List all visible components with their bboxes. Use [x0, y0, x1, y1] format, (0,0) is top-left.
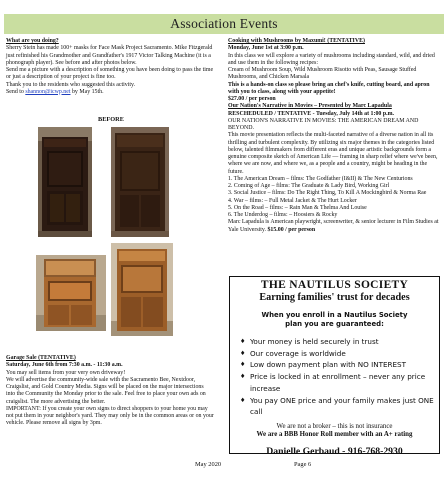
cooking-body: In this class we will explore a variety of mushrooms including standard, wild, and dried and use them in the following recipes:: [228, 52, 435, 66]
ad-subtitle: Earning families' trust for decades: [259, 292, 410, 303]
before-photo-2: [111, 127, 169, 237]
section-header-band: [4, 14, 444, 34]
garage-sale-sell: You may sell items from your very own driveway!: [6, 369, 126, 376]
narrative-item: 6. The Underdog – films: – Hoosiers & Rocky: [228, 212, 338, 218]
ad-guarantee-intro: When you enroll in a Nautilus Society plan you are guaranteed:: [261, 311, 408, 328]
masks-body: Sherry Stein has made 100+ masks for Face Mask Project Sacramento. Mike Fitzgerald just refinished his Grandmother and Grandfather's 1917 Victor Talking Machine (it is a phonograph player). See before and after photos below.: [6, 45, 213, 66]
garage-sale-body: We will advertise the community-wide sale with the Sacramento Bee, Nextdoor, Craigslist, and Gold Country Media. Signs will be placed on the major intersections into the Community the Monday prior to the sale. Feel free to place your own ads on craigslist. The more advertising the better.: [6, 376, 206, 405]
garage-sale-when: Saturday, June 6th from 7:30 a.m. - 11:30 a.m.: [6, 362, 123, 369]
narrative-heading: Our Nation's Narrative in Movies – Presented by Marc Lapadula: [228, 103, 392, 110]
ad-benefits-list: [240, 336, 439, 418]
narrative-subtitle: OUR NATION'S NARRATIVE IN MOVIES: THE AMERICAN DREAM AND BEYOND.: [228, 117, 419, 131]
narrative-body: This movie presentation reflects the multi-faceted narrative of a diverse nation in all its thrilling and turbulent complexity. By utilizing six major themes in the categories listed below, talented filmmakers from different eras and unique artistic backgrounds form a genuine composite sketch of American Life — framing in sharp relief where we've been, where we are now, and where we, as a people and a country, might be heading in the future.: [228, 132, 438, 175]
before-photo: [38, 127, 92, 237]
narrative-bio: Marc Lapadula is American playwright, screenwriter, & senior lecturer in Film Studies at Yale University. $15.00 / per person: [228, 219, 439, 233]
right-column: [228, 38, 442, 234]
left-column: [6, 38, 214, 96]
narrative-item: 1. The American Dream – films: The Godfather (I&II) & The New Centurions: [228, 175, 413, 182]
section-title: Association Events: [170, 16, 278, 31]
email-link[interactable]: shannon@icwp.net: [25, 88, 71, 95]
cooking-price: $27.00 / per person: [228, 96, 276, 102]
ad-benefit-item: ♦ Our coverage is worldwide: [240, 348, 439, 360]
cooking-handson: This is a hands-on class so please bring an chef's knife, cutting board, and apron with you to class, along with your appetite!: [228, 81, 430, 95]
ad-benefit-item: ♦ Price is locked in at enrollment – never any price increase: [240, 371, 439, 394]
ad-benefit-item: ♦ Low down payment plan with NO INTEREST: [240, 359, 439, 371]
masks-thanks: Thank you to the residents who suggested this activity.: [6, 81, 136, 88]
ad-broker-note: We are not a broker – this is not insurance We are a BBB Honor Roll member with an A+ rating: [256, 422, 413, 438]
garage-sale-heading: Garage Sale (TENTATIVE): [6, 355, 76, 361]
masks-prompt: Send me a picture with a description of something you have been doing to pass the time or just a description of your project is fine too.: [6, 67, 214, 81]
after-photo: [36, 255, 106, 331]
after-photo-2: [111, 243, 173, 336]
narrative-item: 2. Coming of Age – films: The Graduate & Lady Bird, Working Girl: [228, 183, 390, 189]
cooking-when: Monday, June 1st at 3:00 p.m.: [228, 45, 304, 52]
narrative-item: 3. Social Justice – films: Do The Right Thing, To Kill A Mockingbird & Norma Rae: [228, 190, 427, 197]
narrative-item: 4. War – films: – Full Metal Jacket & The Hurt Locker: [228, 197, 357, 204]
garage-sale-section: [6, 355, 214, 428]
cooking-heading: Cooking with Mushrooms by Maxumi! (TENTATIVE): [228, 38, 365, 44]
narrative-item: 5. On the Road – films: – Rain Man & Thelma And Louise: [228, 204, 367, 211]
cooking-recipes: Cream of Mushroom Soup, Wild Mushroom Risotto with Peas, Sausage Stuffed Mushrooms, and Chicken Marsala: [228, 67, 417, 81]
before-caption: BEFORE: [98, 116, 124, 123]
narrative-price: $15.00 / per person: [267, 226, 316, 233]
ad-benefit-item: ♦ Your money is held securely in trust: [240, 336, 439, 348]
ad-contact: Danielle Gerbaud - 916-768-2930: [266, 445, 403, 457]
ad-title: THE NAUTILUS SOCIETY: [260, 279, 409, 291]
nautilus-society-ad: [229, 276, 440, 457]
masks-heading: What are you doing?: [6, 38, 59, 44]
masks-send-line: Send to shannon@icwp.net by May 15th.: [6, 88, 104, 95]
ad-benefit-item: ♦ You pay ONE price and your family makes just ONE call: [240, 395, 439, 418]
footer-date: May 2020: [195, 461, 222, 468]
garage-sale-important: IMPORTANT: If you create your own signs to direct shoppers to your home you may not put them in your neighbor's yard. They may only be in the common areas or on your vehicle. Please remove all signs by 3pm.: [6, 405, 214, 427]
footer-page-number: Page 6: [294, 461, 312, 468]
narrative-rescheduled: RESCHEDULED / TENTATIVE - Tuesday, July 14th at 1:00 p.m.: [228, 110, 394, 117]
